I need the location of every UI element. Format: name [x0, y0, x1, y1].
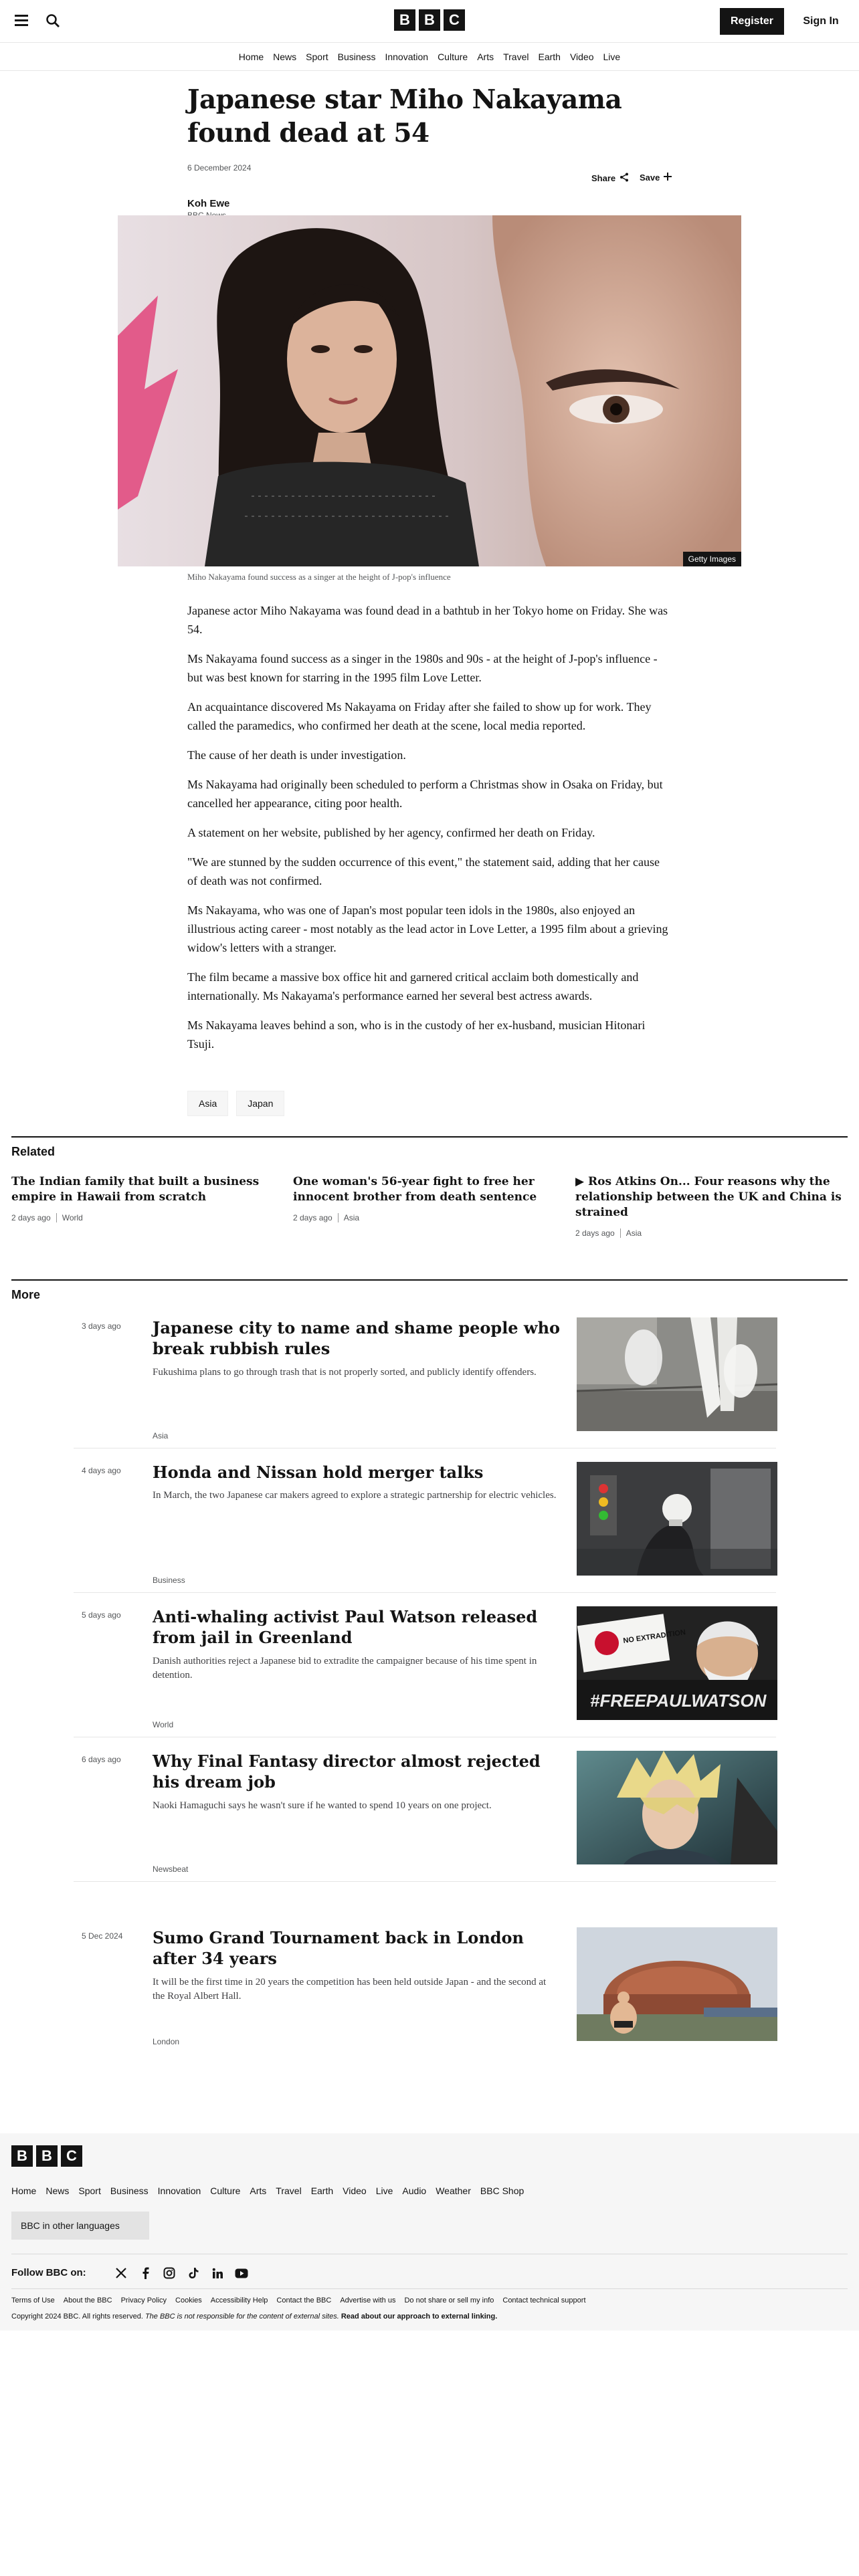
paragraph: The cause of her death is under investigation.	[187, 748, 406, 762]
linkedin-icon[interactable]	[210, 2266, 225, 2280]
footer-link[interactable]: Cookies	[175, 2296, 202, 2304]
story-thumbnail[interactable]	[577, 1462, 777, 1576]
bbc-logo[interactable]	[394, 9, 465, 31]
x-icon[interactable]	[114, 2266, 128, 2280]
copyright-text: Copyright 2024 BBC. All rights reserved.	[11, 2313, 143, 2321]
footer-nav-item[interactable]: Travel	[276, 2185, 302, 2196]
logo-letter: C	[61, 2145, 82, 2167]
article-header	[187, 83, 672, 220]
nav-sport[interactable]: Sport	[306, 51, 328, 62]
story-time: 4 days ago	[82, 1466, 121, 1475]
section-divider	[11, 1136, 848, 1138]
related-section: Asia	[343, 1213, 360, 1222]
story-time: 5 days ago	[82, 1610, 121, 1620]
article-date: 6 December 2024	[187, 163, 252, 173]
paragraph: "We are stunned by the sudden occurrence of this event," the statement said, adding that her cause of death was not confirmed.	[187, 855, 660, 887]
footer-link[interactable]: Contact the BBC	[276, 2296, 332, 2304]
sign-text: NO EXTRADITION	[622, 1628, 686, 1645]
copyright	[11, 2313, 497, 2321]
footer-nav-item[interactable]: BBC Shop	[480, 2185, 524, 2196]
facebook-icon[interactable]	[138, 2266, 153, 2280]
related-headline[interactable]: Ros Atkins On... Four reasons why the relationship between the UK and China is strained	[575, 1175, 842, 1219]
footer-nav-item[interactable]: Live	[375, 2185, 393, 2196]
section-divider	[11, 1279, 848, 1281]
story-summary: Naoki Hamaguchi says he wasn't sure if he wanted to spend 10 years on one project.	[153, 1800, 492, 1811]
tiktok-icon[interactable]	[186, 2266, 201, 2280]
related-card[interactable]	[293, 1174, 561, 1222]
story-tag: Asia	[153, 1431, 169, 1440]
related-section: World	[62, 1213, 83, 1222]
related-headline-wrap[interactable]	[575, 1174, 843, 1220]
footer-links	[11, 2296, 586, 2304]
share-icon	[619, 173, 629, 184]
footer-bbc-logo[interactable]	[11, 2145, 82, 2167]
logo-letter: C	[444, 9, 465, 31]
play-icon: ▶	[575, 1175, 588, 1188]
footer-link[interactable]: Do not share or sell my info	[404, 2296, 494, 2304]
story-tag: World	[153, 1720, 174, 1729]
footer-link[interactable]: About the BBC	[63, 2296, 112, 2304]
topic-asia[interactable]: Asia	[187, 1091, 228, 1116]
more-title: More	[11, 1288, 41, 1301]
search-icon[interactable]	[45, 13, 60, 28]
story-time: 6 days ago	[82, 1755, 121, 1764]
footer-link[interactable]: Contact technical support	[502, 2296, 586, 2304]
story-summary: It will be the first time in 20 years the competition has been held outside Japan - and the second at the Royal Albert Hall.	[153, 1977, 547, 2002]
story-headline[interactable]: Sumo Grand Tournament back in London after 34 years	[153, 1928, 524, 1968]
top-bar	[0, 0, 859, 43]
logo-letter: B	[36, 2145, 58, 2167]
story-time: 3 days ago	[82, 1321, 121, 1331]
youtube-icon[interactable]	[234, 2266, 249, 2280]
nav-innovation[interactable]: Innovation	[385, 51, 429, 62]
register-button[interactable]: Register	[720, 8, 784, 35]
paragraph: The film became a massive box office hit and garnered critical acclaim both domestically and internationally. Ms Nakayama's performance earned her several best actress awards.	[187, 970, 639, 1002]
author-name[interactable]: Koh Ewe	[187, 198, 230, 209]
story-time: 5 Dec 2024	[82, 1931, 123, 1941]
social-links	[114, 2266, 249, 2280]
shirt-text: #FREEPAULWATSON	[590, 1691, 767, 1711]
related-time: 2 days ago	[575, 1228, 615, 1238]
site-footer	[0, 2133, 859, 2331]
article-meta	[187, 163, 672, 193]
footer-nav-item[interactable]: Culture	[210, 2185, 241, 2196]
instagram-icon[interactable]	[162, 2266, 177, 2280]
nav-video[interactable]: Video	[569, 51, 594, 62]
external-disclaimer: The BBC is not responsible for the content of external sites.	[145, 2313, 339, 2321]
story-summary: In March, the two Japanese car makers agreed to explore a strategic partnership for electric vehicles.	[153, 1490, 557, 1501]
story-thumbnail[interactable]	[577, 1606, 777, 1720]
footer-nav-item[interactable]: Sport	[78, 2185, 101, 2196]
related-headline[interactable]: One woman's 56-year fight to free her innocent brother from death sentence	[293, 1175, 537, 1204]
related-card[interactable]	[575, 1174, 843, 1238]
footer-link[interactable]: Accessibility Help	[210, 2296, 268, 2304]
footer-nav-item[interactable]: Business	[110, 2185, 149, 2196]
footer-nav-item[interactable]: Weather	[436, 2185, 471, 2196]
more-story[interactable]	[74, 1317, 776, 1448]
footer-nav-item[interactable]: Video	[343, 2185, 367, 2196]
share-button[interactable]	[591, 173, 629, 184]
paragraph: Ms Nakayama found success as a singer in the 1980s and 90s - at the height of J-pop's influence - but was best known for starring in the 1995 film Love Letter.	[187, 652, 658, 684]
logo-letter: B	[419, 9, 440, 31]
footer-link[interactable]: Advertise with us	[340, 2296, 396, 2304]
nav-arts[interactable]: Arts	[477, 51, 494, 62]
more-story[interactable]	[74, 1927, 776, 2058]
external-linking-link[interactable]: Read about our approach to external linking.	[341, 2313, 498, 2321]
footer-nav-item[interactable]: Earth	[310, 2185, 334, 2196]
story-tag: Business	[153, 1576, 185, 1585]
story-headline[interactable]: Why Final Fantasy director almost rejected his dream job	[153, 1751, 541, 1792]
nav-home[interactable]: Home	[238, 51, 264, 62]
logo-letter: B	[394, 9, 415, 31]
nav-business[interactable]: Business	[337, 51, 376, 62]
story-headline[interactable]: Honda and Nissan hold merger talks	[153, 1463, 484, 1482]
plus-icon	[664, 173, 672, 183]
paragraph: An acquaintance discovered Ms Nakayama on Friday after she failed to show up for work. They called the paramedics, who confirmed her death at the scene, local media reported.	[187, 700, 652, 732]
footer-nav	[11, 2185, 524, 2196]
paragraph: Japanese actor Miho Nakayama was found dead in a bathtub in her Tokyo home on Friday. She was 54.	[187, 604, 668, 636]
footer-link[interactable]: Terms of Use	[11, 2296, 55, 2304]
story-thumbnail[interactable]	[577, 1317, 777, 1431]
related-headline[interactable]: The Indian family that built a business empire in Hawaii from scratch	[11, 1175, 260, 1204]
story-thumbnail[interactable]	[577, 1751, 777, 1864]
article-body	[187, 601, 672, 1064]
nav-news[interactable]: News	[273, 51, 297, 62]
save-button[interactable]	[640, 173, 672, 183]
main-nav	[0, 43, 859, 71]
nav-culture[interactable]: Culture	[438, 51, 468, 62]
story-headline[interactable]: Anti-whaling activist Paul Watson released from jail in Greenland	[153, 1607, 538, 1647]
footer-nav-item[interactable]: Home	[11, 2185, 37, 2196]
sign-in-button[interactable]: Sign In	[803, 15, 839, 27]
footer-link[interactable]: Privacy Policy	[120, 2296, 167, 2304]
follow-label: Follow BBC on:	[11, 2267, 86, 2278]
image-credit: Getty Images	[683, 552, 741, 566]
story-summary: Danish authorities reject a Japanese bid to extradite the campaigner because of his time spent in detention.	[153, 1656, 537, 1681]
related-title: Related	[11, 1145, 56, 1158]
footer-nav-item[interactable]: News	[45, 2185, 70, 2196]
menu-icon[interactable]	[15, 15, 28, 27]
more-story[interactable]	[74, 1462, 776, 1593]
more-story[interactable]	[74, 1606, 776, 1737]
image-caption: Miho Nakayama found success as a singer at the height of J-pop's influence	[187, 572, 451, 582]
paragraph: Ms Nakayama leaves behind a son, who is in the custody of her ex-husband, musician Hitonari Tsuji.	[187, 1018, 646, 1051]
related-time: 2 days ago	[293, 1213, 332, 1222]
paragraph: A statement on her website, published by her agency, confirmed her death on Friday.	[187, 826, 595, 839]
story-summary: Fukushima plans to go through trash that is not properly sorted, and publicly identify offenders.	[153, 1367, 537, 1378]
footer-nav-item[interactable]: Audio	[402, 2185, 427, 2196]
related-time: 2 days ago	[11, 1213, 51, 1222]
article-headline: Japanese star Miho Nakayama found dead at 54	[187, 84, 622, 148]
hero-image	[118, 215, 741, 566]
footer-nav-item[interactable]: Innovation	[157, 2185, 201, 2196]
nav-live[interactable]: Live	[603, 51, 621, 62]
more-story[interactable]	[74, 1751, 776, 1882]
nav-earth[interactable]: Earth	[538, 51, 561, 62]
paragraph: Ms Nakayama, who was one of Japan's most popular teen idols in the 1980s, also enjoyed an illustrious acting career - most notably as the lead actor in Love Letter, a 1995 film about a grieving widow's letters with a stranger.	[187, 903, 668, 954]
save-label: Save	[640, 173, 660, 183]
logo-letter: B	[11, 2145, 33, 2167]
nav-travel[interactable]: Travel	[503, 51, 529, 62]
paragraph: Ms Nakayama had originally been scheduled to perform a Christmas show in Osaka on Friday, but cancelled her appearance, citing poor health.	[187, 778, 663, 810]
share-label: Share	[591, 173, 616, 183]
related-card[interactable]	[11, 1174, 279, 1222]
topic-tags	[187, 1091, 284, 1116]
other-languages-button[interactable]: BBC in other languages	[11, 2212, 149, 2240]
story-headline[interactable]: Japanese city to name and shame people who break rubbish rules	[153, 1318, 561, 1358]
footer-divider	[11, 2288, 848, 2289]
footer-nav-item[interactable]: Arts	[250, 2185, 267, 2196]
related-section: Asia	[626, 1228, 642, 1238]
story-tag: Newsbeat	[153, 1864, 189, 1874]
story-tag: London	[153, 2037, 180, 2046]
story-thumbnail[interactable]	[577, 1927, 777, 2041]
topic-japan[interactable]: Japan	[236, 1091, 284, 1116]
